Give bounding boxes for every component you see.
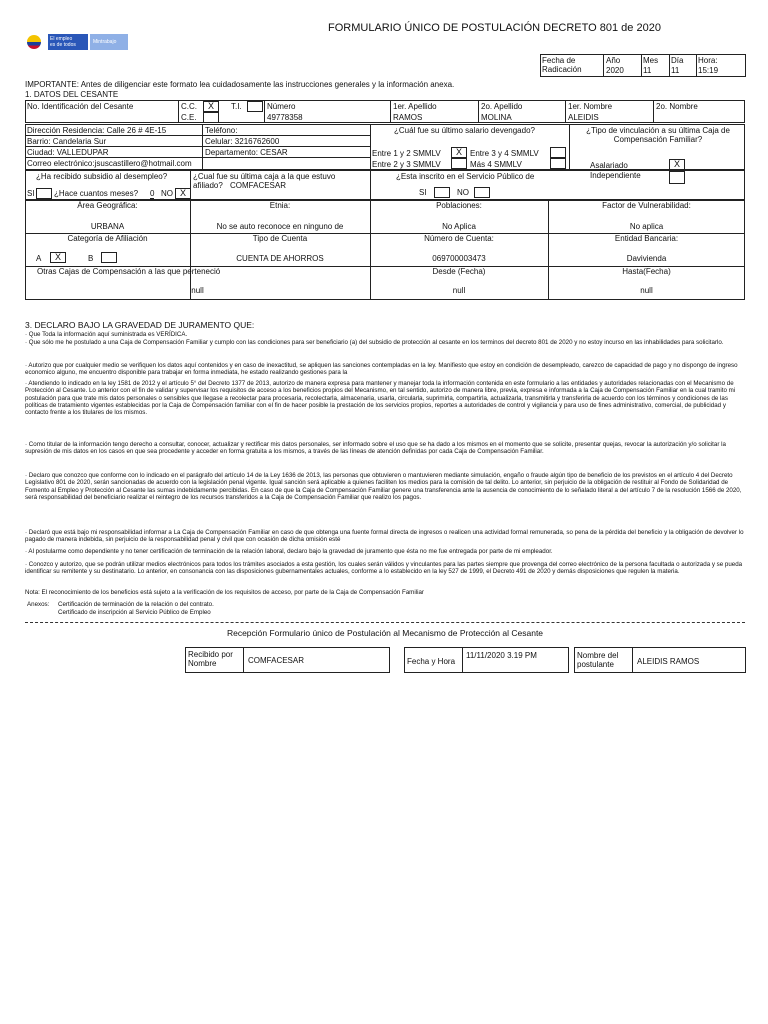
vulnerabilidad-header: Factor de Vulnerabilidad: [602,201,691,210]
otras-cajas-header: Otras Cajas de Compensación a las que perteneció [37,267,221,276]
numero-cuenta-value: 069700003473 [432,254,486,263]
recepcion-title: Recepción Formulario único de Postulación al Mecanismo de Protección al Cesante [226,628,544,638]
entidad-bancaria-header: Entidad Bancaria: [614,234,679,243]
apellido2-value: MOLINA [481,113,512,122]
categoria-b-label: B [88,254,94,263]
fecha-hora-value: 11/11/2020 3.19 PM [466,651,537,660]
hasta-header: Hasta(Fecha) [622,267,671,276]
dia-value: 11 [671,66,680,75]
poblaciones-value: No Aplica [442,222,476,231]
vinculacion-question: ¿Tipo de vinculación a su última Caja de Compensación Familiar? [586,126,730,144]
nota: Nota: El reconocimiento de los beneficios está sujeto a la verificación de los requisitos de acceso, por parte de la Caja de Compensación Familiar [25,589,424,596]
datos-grid [25,200,745,300]
subsidio-no-label: NO [161,189,173,198]
apellido1-label: 1er. Apellido [393,102,437,111]
ce-checkbox[interactable] [203,112,219,123]
subsidio-question: ¿Ha recibido subsidio al desempleo? [36,172,168,181]
declaration-item: · Como titular de la información tengo derecho a consultar, conocer, actualizar y rectificar mis datos personales, ser informado sobre el uso que se ha dado a los mismos en el momento que se solicite, presentar quejas, revocar la autorización y/o solicitar la supresión de mis datos en los casos en que sea procedente y acceder en forma gratuita a los mismos, a través de las líneas de atención definidas por cada Caja de Compensación Familiar. [25,441,726,456]
tipo-cuenta-value: CUENTA DE AHORROS [236,254,324,263]
nombre-postulante-label: Nombre del postulante [577,651,619,669]
recibido-value: COMFACESAR [248,656,305,665]
correo: Correo electrónico:jsuscastillero@hotmail.com [27,159,192,168]
barrio: Barrio: Candelaria Sur [27,137,107,146]
hora-value: 15:19 [698,66,719,75]
inscrito-si-checkbox[interactable] [434,187,450,198]
inscrito-si-label: SI [419,188,427,197]
hora-label: Hora: [698,56,718,65]
inscrito-no-checkbox[interactable] [474,187,490,198]
area-header: Área Geográfica: [77,201,138,210]
otras-cajas-value: null [191,286,204,295]
declaration-item: · Al postularme como dependiente y no tener certificación de terminación de la relación laboral, declaro bajo la gravedad de juramento que ésta no me fue entregada por parte de mi empleador. [25,548,553,555]
telefono: Teléfono: [205,126,238,135]
ano-value: 2020 [606,66,624,75]
ti-checkbox[interactable] [247,101,263,112]
vulnerabilidad-value: No aplica [629,222,664,231]
subsidio-si-checkbox[interactable] [36,188,52,199]
anexo-1: Certificación de terminación de la relación o del contrato. [58,601,214,608]
caja-question: ¿Cual fue su última caja a la que estuvo afiliado? [193,172,336,190]
anexo-2: Certificado de inscripción al Servicio Público de Empleo [58,609,211,616]
nombre-postulante-value: ALEIDIS RAMOS [637,657,700,666]
salario-op3-checkbox[interactable] [451,158,467,169]
categoria-b-checkbox[interactable] [101,252,117,263]
ano-label: Año [606,56,621,65]
independiente-label: Independiente [590,171,641,180]
section-3-heading: 3. DECLARO BAJO LA GRAVEDAD DE JURAMENTO QUE: [25,320,255,330]
cc-label: C.C. [181,102,197,111]
asalariado-label: Asalariado [590,161,628,170]
tipo-cuenta-header: Tipo de Cuenta [252,234,308,243]
categoria-header: Categoría de Afiliación [67,234,148,243]
area-value: URBANA [90,222,125,231]
categoria-a-checkbox[interactable]: X [50,252,66,263]
mes-label: Mes [643,56,659,65]
salario-op1-checkbox[interactable]: X [451,147,467,158]
numero-cuenta-header: Número de Cuenta: [424,234,494,243]
form-title: FORMULARIO ÚNICO DE POSTULACIÓN DECRETO 801 de 2020 [328,22,661,34]
fecha-radicacion-label: Fecha de Radicación [542,56,582,74]
mes-value: 11 [643,66,652,75]
declaration-item: · Autorizo que por cualquier medio se verifiquen los datos aquí contenidos y en caso de inexactitud, se apliquen las sanciones contempladas en la ley. Manifiesto que estoy en condición de desempleado, carezco de capacidad de pago y no dispongo de ingreso economico alguno, me encuentro disponible para trabajar en forma inmediata, he estado realizando gestiones para la [25,362,738,377]
id-label: No. Identificación del Cesante [27,102,134,111]
apellido2-label: 2o. Apellido [481,102,523,111]
coat-of-arms-icon [27,35,41,49]
etnia-header: Etnia: [269,201,291,210]
subsidio-si-label: SI [27,189,35,198]
hasta-value: null [640,286,653,295]
inscrito-no-label: NO [457,188,469,197]
celular: Celular: 3216762600 [205,137,280,146]
declaration-item: · Declaro que conozco que conforme con lo indicado en el parágrafo del artículo 14 de la Ley 1636 de 2013, las personas que obtuvieren o mantuvieren mediante simulación, engaño o fraude algún tipo de beneficio de los previstos en el artículo 4 del Decreto Legislativo 801 de 2020, serán sancionadas de acuerdo con la legislación penal vigente. Igual sanción será aplicable a quienes faciliten los medios para la comisión de tal delito. Lo anterior, sin perjuicio de la obligación de restituir al Fondo de Solidaridad de Fomento al Empleo y Protección al Cesante las sumas indebidamente percibidas. En caso de que la Caja de Compensación Familiar genere una transferencia ante la ausencia de conocimiento de lo señalado literal a del artículo 7 de la resolución 1566 de 2020, será responsabilidad del beneficiario realizar el reintegro de los recursos transferidos a la Caja de Compensación Familiar que realizo los pagos. [25,472,742,501]
departamento: Departamento: CESAR [205,148,288,157]
nombre1-value: ALEIDIS [568,113,599,122]
declaration-item: · Que Toda la información aquí suministrada es VERÍDICA. [25,331,188,338]
nombre1-label: 1er. Nombre [568,102,613,111]
cc-checkbox[interactable]: X [203,101,219,112]
subsidio-no-checkbox[interactable]: X [175,188,191,199]
salario-op4: Más 4 SMMLV [470,160,522,169]
logo-ministry: Mintrabajo [90,34,128,50]
section-1-heading: 1. DATOS DEL CESANTE [25,90,119,99]
fecha-hora-label: Fecha y Hora [407,657,456,666]
hace-meses-value[interactable]: 0 [150,189,155,198]
etnia-value: No se auto reconoce en ninguno de [216,222,344,231]
salario-question: ¿Cuál fue su último salario devengado? [394,126,535,135]
desde-value: null [452,286,466,295]
direccion: Dirección Residencia: Calle 26 # 4E-15 [27,126,167,135]
declaration-item: · Declaró que está bajo mi responsabilidad informar a La Caja de Compensación Familiar en caso de que obtenga una fuente formal directa de ingresos o realicen una actividad formal remunerada, so pena de la pérdida del beneficio y la obligación de devolver lo pagado de manera indebida, sin perjuicio de la responsabilidad penal y civil que con ocasión de dicha omisión esté [25,529,744,544]
ciudad: Ciudad: VALLEDUPAR [27,148,109,157]
ce-label: C.E. [181,113,197,122]
apellido1-value: RAMOS [393,113,423,122]
recibido-label: Recibido por Nombre [188,650,233,668]
salario-op4-checkbox[interactable] [550,158,566,169]
declaration-item: · Que sólo me he postulado a una Caja de Compensación Familiar y cumplo con las condiciones para ser beneficiario (a) del subsidio de protección al cesante en los terminos del decreto 801 de 2020 y no estoy incurso en las inhabilidades para solicitarlo. [25,339,724,346]
numero-value: 49778358 [267,113,303,122]
desde-header: Desde (Fecha) [432,267,486,276]
importante-text: IMPORTANTE: Antes de diligenciar este formato lea cuidadosamente las instrucciones generales y la información anexa. [25,80,455,89]
salario-op2-checkbox[interactable] [550,147,566,158]
entidad-bancaria-value: Davivienda [626,254,667,263]
ti-label: T.I. [231,102,242,111]
inscrito-question: ¿Esta inscrito en el Servicio Público de [396,172,535,181]
logo [24,32,128,52]
salario-op2: Entre 3 y 4 SMMLV [470,149,539,158]
salario-op3: Entre 2 y 3 SMMLV [372,160,441,169]
poblaciones-header: Poblaciones: [436,201,482,210]
nombre2-label: 2o. Nombre [656,102,698,111]
numero-label: Número [267,102,296,111]
salario-op1: Entre 1 y 2 SMMLV [372,149,441,158]
logo-slogan: El empleo es de todos [48,34,88,50]
cut-line [25,622,745,623]
categoria-a-label: A [36,254,42,263]
declaration-item: · Conozco y autorizo, que se podrán utilizar medios electrónicos para todos los trámites asociados a esta gestión, los cuales serán válidos y vinculantes para las partes siempre que provenga del correo electrónico de la persona facultada o autorizada y se pueda identificar su remitente y su destinatario. Lo anterior, en consonancia con las disposiciones gubernamentales actuales, conforme a lo establecido en la ley 527 de 1999, el Decreto 491 de 2020 y demás disposiciones que regulen la materia. [25,561,743,576]
hace-meses-label: ¿Hace cuantos meses? [54,189,139,198]
anexos-label: Anexos: [27,601,50,608]
asalariado-checkbox[interactable]: X [669,159,685,170]
dia-label: Día [671,56,684,65]
declaration-item: · Atendiendo lo indicado en la ley 1581 de 2012 y el artículo 5° del Decreto 1377 de 2013, autorizo de manera expresa para mantener y manejar toda la información contenida en este formulario a las entidades y autoridades relacionadas con el Mecanismo de Protección al Cesante. Lo anterior con el fin de validar y supervisar los requisitos de acceso a los beneficios propios del Mecanismo, en tal sentido, autorizo de manera libre, previa, expresa e informada a la Caja de Compensación Familiar en la cual tramito mi postulación para que trate mis datos personales o sensibles que llegase a recolectar para procesaria, recolectarla, almacenaria, usarla, circularla, suprimirla, compartirla, actualizarla, transmitirla y transferirla de acuerdo con los términos y condiciones de las políticas de tratamiento vigentes establecidas por la Caja de Compensación familiar con el fin de hacer posible la prestación de los servicios propios, reportes a autoridades de control y vigilancia y para uso de fines administrativo, comercial, de publicidad y contacto frente a los titulares de los mismos. [25,380,736,417]
caja-value: COMFACESAR [230,181,287,190]
